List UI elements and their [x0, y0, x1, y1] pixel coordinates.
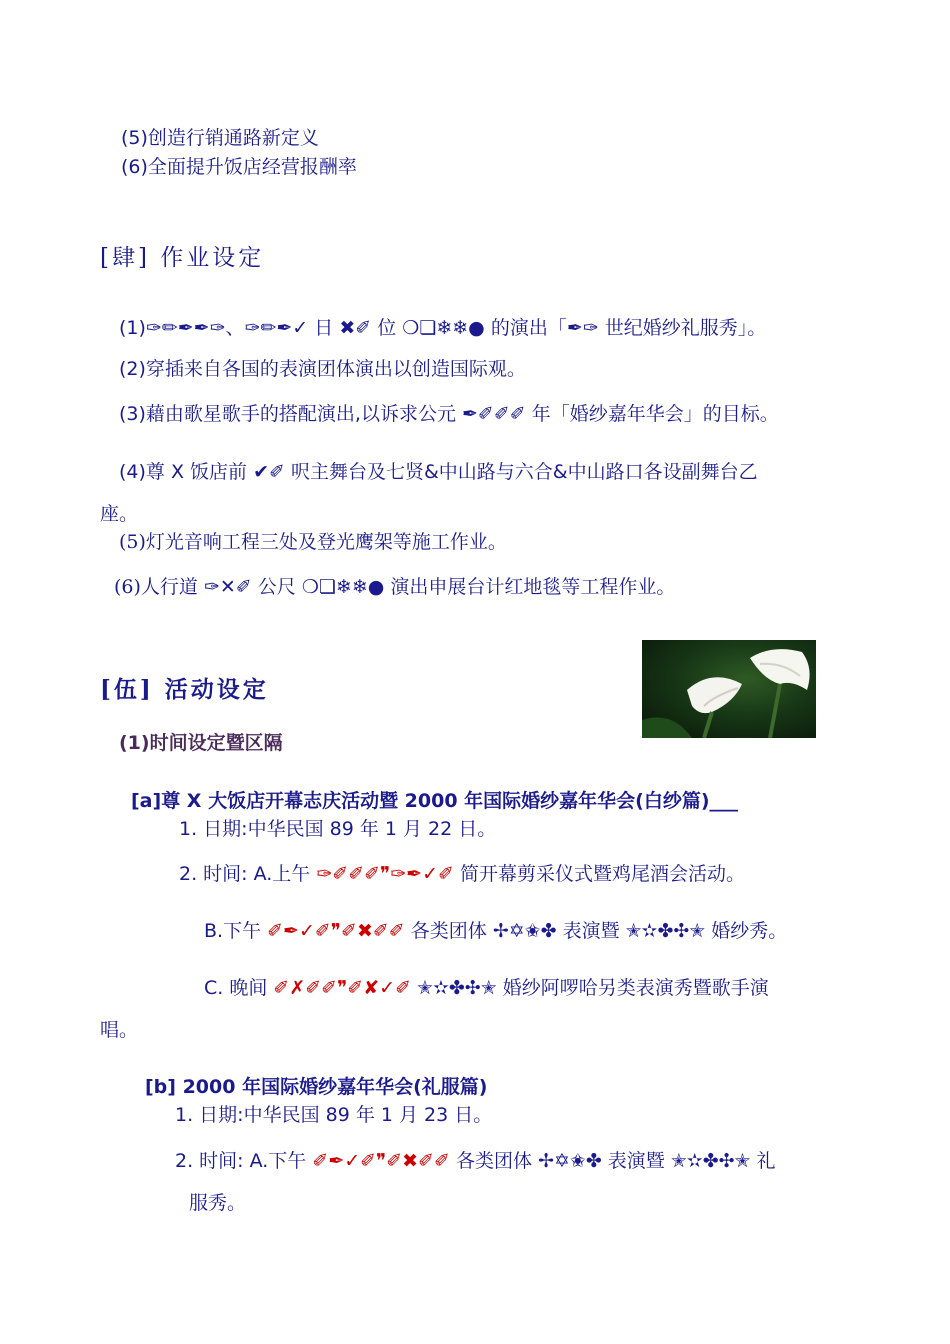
section4-item-4-wrap: 座。: [100, 503, 139, 525]
item-text: 日: [314, 317, 334, 339]
calla-lily-icon: [642, 640, 816, 738]
time-text: 婚纱秀。: [711, 920, 788, 942]
wingding-symbols: ✭✫✤✣✭: [417, 977, 497, 999]
section4-item-3: [119, 402, 779, 426]
event-a-date: 1. 日期:中华民国 89 年 1 月 22 日。: [179, 818, 497, 840]
time-label: 2. 时间: A.下午: [175, 1150, 307, 1172]
wingding-symbols: ✖✐: [339, 317, 372, 339]
wingding-symbols: ✑✕✐: [203, 576, 252, 598]
wingding-symbols: ✐✒✓✐❞✐✖✐✐: [267, 920, 405, 942]
item-text: 位: [377, 317, 397, 339]
section4-item-5: (5)灯光音响工程三处及登光鹰架等施工作业。: [119, 531, 507, 553]
intro-item-5: (5)创造行销通路新定义: [121, 127, 319, 149]
wingding-symbols: ✐✒✓✐❞✐✖✐✐: [312, 1150, 450, 1172]
time-text: 简开幕剪采仪式暨鸡尾酒会活动。: [460, 863, 746, 885]
item-text: 年「婚纱嘉年华会」的目标。: [531, 403, 779, 425]
wingding-symbols: ✒✐✐✐: [462, 403, 526, 425]
time-text: 婚纱阿啰哈另类表演秀暨歌手演: [502, 977, 769, 999]
event-a-time-c-wrap: 唱。: [100, 1019, 139, 1041]
wingding-symbols: ✭✫✤✣✭: [670, 1150, 751, 1172]
time-text: 礼: [756, 1150, 776, 1172]
item-text: 公尺: [257, 576, 296, 598]
item-text: (3)藉由歌星歌手的搭配演出,以诉求公元: [119, 403, 456, 425]
section4-item-1: [119, 316, 766, 340]
item-text: (4)尊 X 饭店前: [119, 461, 248, 483]
time-text: 表演暨: [562, 920, 620, 942]
time-label: C. 晚间: [204, 977, 268, 999]
time-label: 2. 时间: A.上午: [179, 863, 311, 885]
item-prefix: (1): [119, 317, 146, 339]
calla-lily-photo: [642, 640, 816, 738]
wingding-symbols: ✒✑: [566, 317, 599, 339]
intro-item-6: (6)全面提升饭店经营报酬率: [121, 156, 357, 178]
event-b-time-a-wrap: 服秀。: [189, 1192, 247, 1214]
section5-heading: [伍] 活动设定: [100, 676, 269, 703]
wingding-symbols: ❍❏❄❄●: [402, 317, 485, 339]
wingding-symbols: ✐✗✐✐❞✐✘✓✐: [273, 977, 411, 999]
section4-item-6: [114, 575, 675, 599]
time-label: B.下午: [204, 920, 262, 942]
event-b-time-a: [175, 1149, 776, 1173]
wingding-symbols: ✑✐✐✐❞✑✒✓✐: [316, 863, 454, 885]
event-a-title: [a]尊 X 大饭店开幕志庆活动暨 2000 年国际婚纱嘉年华会(白纱篇)___: [131, 790, 739, 812]
section4-item-2: (2)穿插来自各国的表演团体演出以创造国际观。: [119, 358, 526, 380]
item-text: 呎主舞台及七贤&中山路与六合&中山路口各设副舞台乙: [290, 461, 758, 483]
wingding-symbols: ✢✡✬✤: [538, 1150, 602, 1172]
event-a-time-b: [204, 919, 787, 943]
item-text: 演出申展台计红地毯等工程作业。: [390, 576, 676, 598]
wingding-symbols: ❍❏❄❄●: [301, 576, 385, 598]
time-text: 各类团体: [410, 920, 487, 942]
item-text: (6)人行道: [114, 576, 198, 598]
section4-heading: [肆] 作业设定: [100, 245, 265, 271]
wingding-symbols: ✢✡✬✤: [492, 920, 557, 942]
section5-subheading: (1)时间设定暨区隔: [119, 732, 283, 754]
wingding-symbols: ✑✏✒✒✑、✑✏✒✓: [145, 317, 309, 339]
item-text: 世纪婚纱礼服秀」。: [604, 317, 767, 339]
event-a-time-a: [179, 862, 745, 886]
event-a-time-c: [204, 976, 769, 1000]
time-text: 表演暨: [607, 1150, 665, 1172]
event-b-date: 1. 日期:中华民国 89 年 1 月 23 日。: [175, 1104, 493, 1126]
item-text: 的演出「: [490, 317, 567, 339]
section4-item-4: [119, 460, 758, 484]
time-text: 各类团体: [456, 1150, 533, 1172]
wingding-symbols: ✔✐: [253, 461, 285, 483]
event-b-title: [b] 2000 年国际婚纱嘉年华会(礼服篇): [145, 1076, 488, 1098]
wingding-symbols: ✭✫✤✣✭: [625, 920, 706, 942]
